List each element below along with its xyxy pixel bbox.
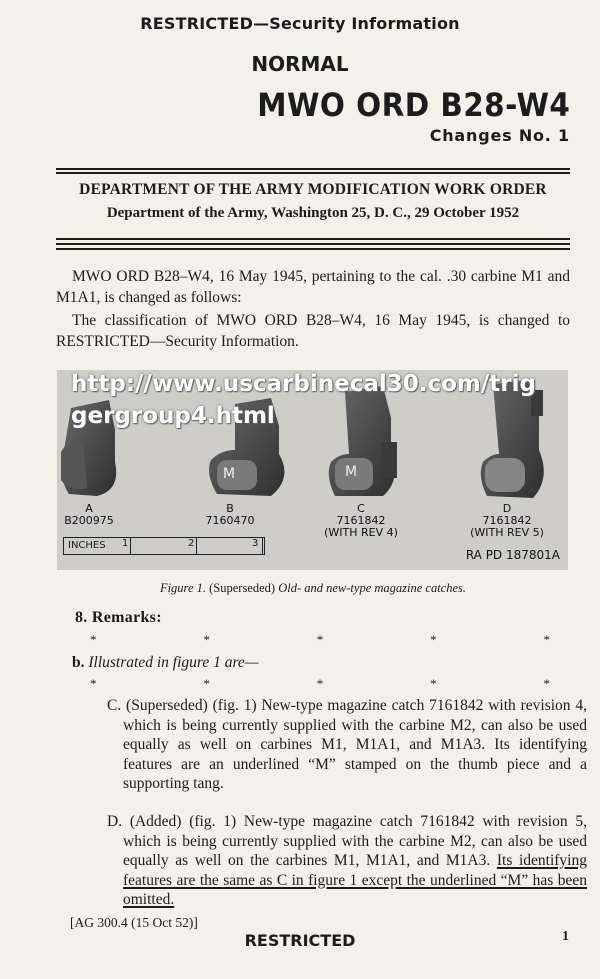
part-mark-m: M: [222, 466, 236, 482]
scale-number: 3: [252, 538, 259, 549]
figure-photo: [57, 370, 568, 570]
department-title: DEPARTMENT OF THE ARMY MODIFICATION WORK ORDER: [79, 181, 547, 198]
label-letter: D: [502, 502, 512, 515]
star: *: [90, 676, 97, 691]
scale-tick: [262, 538, 263, 554]
label-d: [457, 503, 557, 539]
document-number: MWO ORD B28-W4: [256, 86, 570, 124]
label-letter: A: [85, 502, 93, 515]
classification-header: RESTRICTED—Security Information: [140, 14, 460, 33]
star: *: [316, 676, 324, 691]
divider-rule: [56, 243, 570, 245]
scale-tick: [130, 538, 131, 554]
item-d-underlined: Its identifying features are the same as C in figure 1 except the underlined “M” has been omitted.: [123, 852, 587, 908]
star: *: [430, 676, 437, 691]
ellipsis-stars: [90, 632, 550, 648]
label-b: [195, 503, 265, 527]
scale-number: 2: [188, 538, 195, 549]
label-part-number: B200975: [64, 514, 114, 527]
page-number: 1: [562, 929, 569, 944]
divider-rule: [56, 168, 570, 170]
star: *: [203, 676, 210, 691]
intro-paragraph: MWO ORD B28–W4, 16 May 1945, pertaining to the cal. .30 carbine M1 and M1A1, is changed as follows:: [56, 268, 570, 306]
star: *: [430, 632, 437, 647]
item-b-text: Illustrated in figure 1 are—: [88, 654, 259, 671]
file-reference: [AG 300.4 (15 Oct 52)]: [70, 915, 198, 930]
scale-number: 1: [122, 538, 129, 549]
watermark-url: http://www.uscarbinecal30.com/triggergroup4.html: [71, 371, 536, 429]
label-c: [311, 503, 411, 539]
item-c-paragraph: C. (Superseded) (fig. 1) New-type magazine catch 7161842 with revision 4, which is being currently supplied with the carbine M2, can also be used equally as well on carbines M1, M1A1, and M1A3. Its identifying features are an underlined “M” stamped on the thumb piece and a supporting tang.: [107, 697, 587, 792]
department-place-date: Department of the Army, Washington 25, D. C., 29 October 1952: [106, 205, 520, 221]
changes-number: Changes No. 1: [429, 126, 570, 145]
classification-footer: RESTRICTED: [244, 931, 356, 950]
label-letter: C: [357, 502, 365, 515]
inch-scale: [63, 537, 265, 555]
ellipsis-stars: [90, 676, 550, 692]
classification-paragraph: The classification of MWO ORD B28–W4, 16 May 1945, is changed to RESTRICTED—Security Information.: [56, 312, 570, 350]
label-letter: B: [226, 502, 234, 515]
caption-status: (Superseded): [209, 581, 276, 595]
priority-label: NORMAL: [251, 52, 349, 76]
divider-rule: [56, 172, 570, 174]
label-part-number: 7161842: [336, 514, 386, 527]
star: *: [543, 676, 550, 691]
part-mark-m: M: [344, 464, 358, 480]
label-note: (WITH REV 5): [470, 526, 544, 539]
remarks-heading: 8. Remarks:: [75, 609, 162, 626]
label-a: [59, 503, 119, 527]
photo-reference: RA PD 187801A: [465, 548, 560, 562]
label-part-number: 7160470: [205, 514, 255, 527]
star: *: [543, 632, 550, 647]
scale-label: INCHES: [68, 540, 106, 551]
star: *: [203, 632, 210, 647]
item-b: [72, 654, 259, 672]
label-note: (WITH REV 4): [324, 526, 398, 539]
item-d-paragraph: [107, 812, 587, 910]
scale-tick: [196, 538, 197, 554]
item-b-label: b.: [72, 654, 85, 671]
figure-caption: [56, 581, 570, 596]
divider-rule: [56, 248, 570, 250]
label-part-number: 7161842: [482, 514, 532, 527]
star: *: [316, 632, 324, 647]
divider-rule: [56, 238, 570, 240]
item-d-main: D. (Added) (fig. 1) New-type magazine catch 7161842 with revision 5, which is being currently supplied with the carbine M2, can also be used equally as well on the carbines M1, M1A1, and M1A3.: [107, 813, 587, 869]
caption-text: Old- and new-type magazine catches.: [278, 581, 467, 595]
caption-figure-label: Figure 1.: [159, 581, 207, 595]
star: *: [90, 632, 97, 647]
